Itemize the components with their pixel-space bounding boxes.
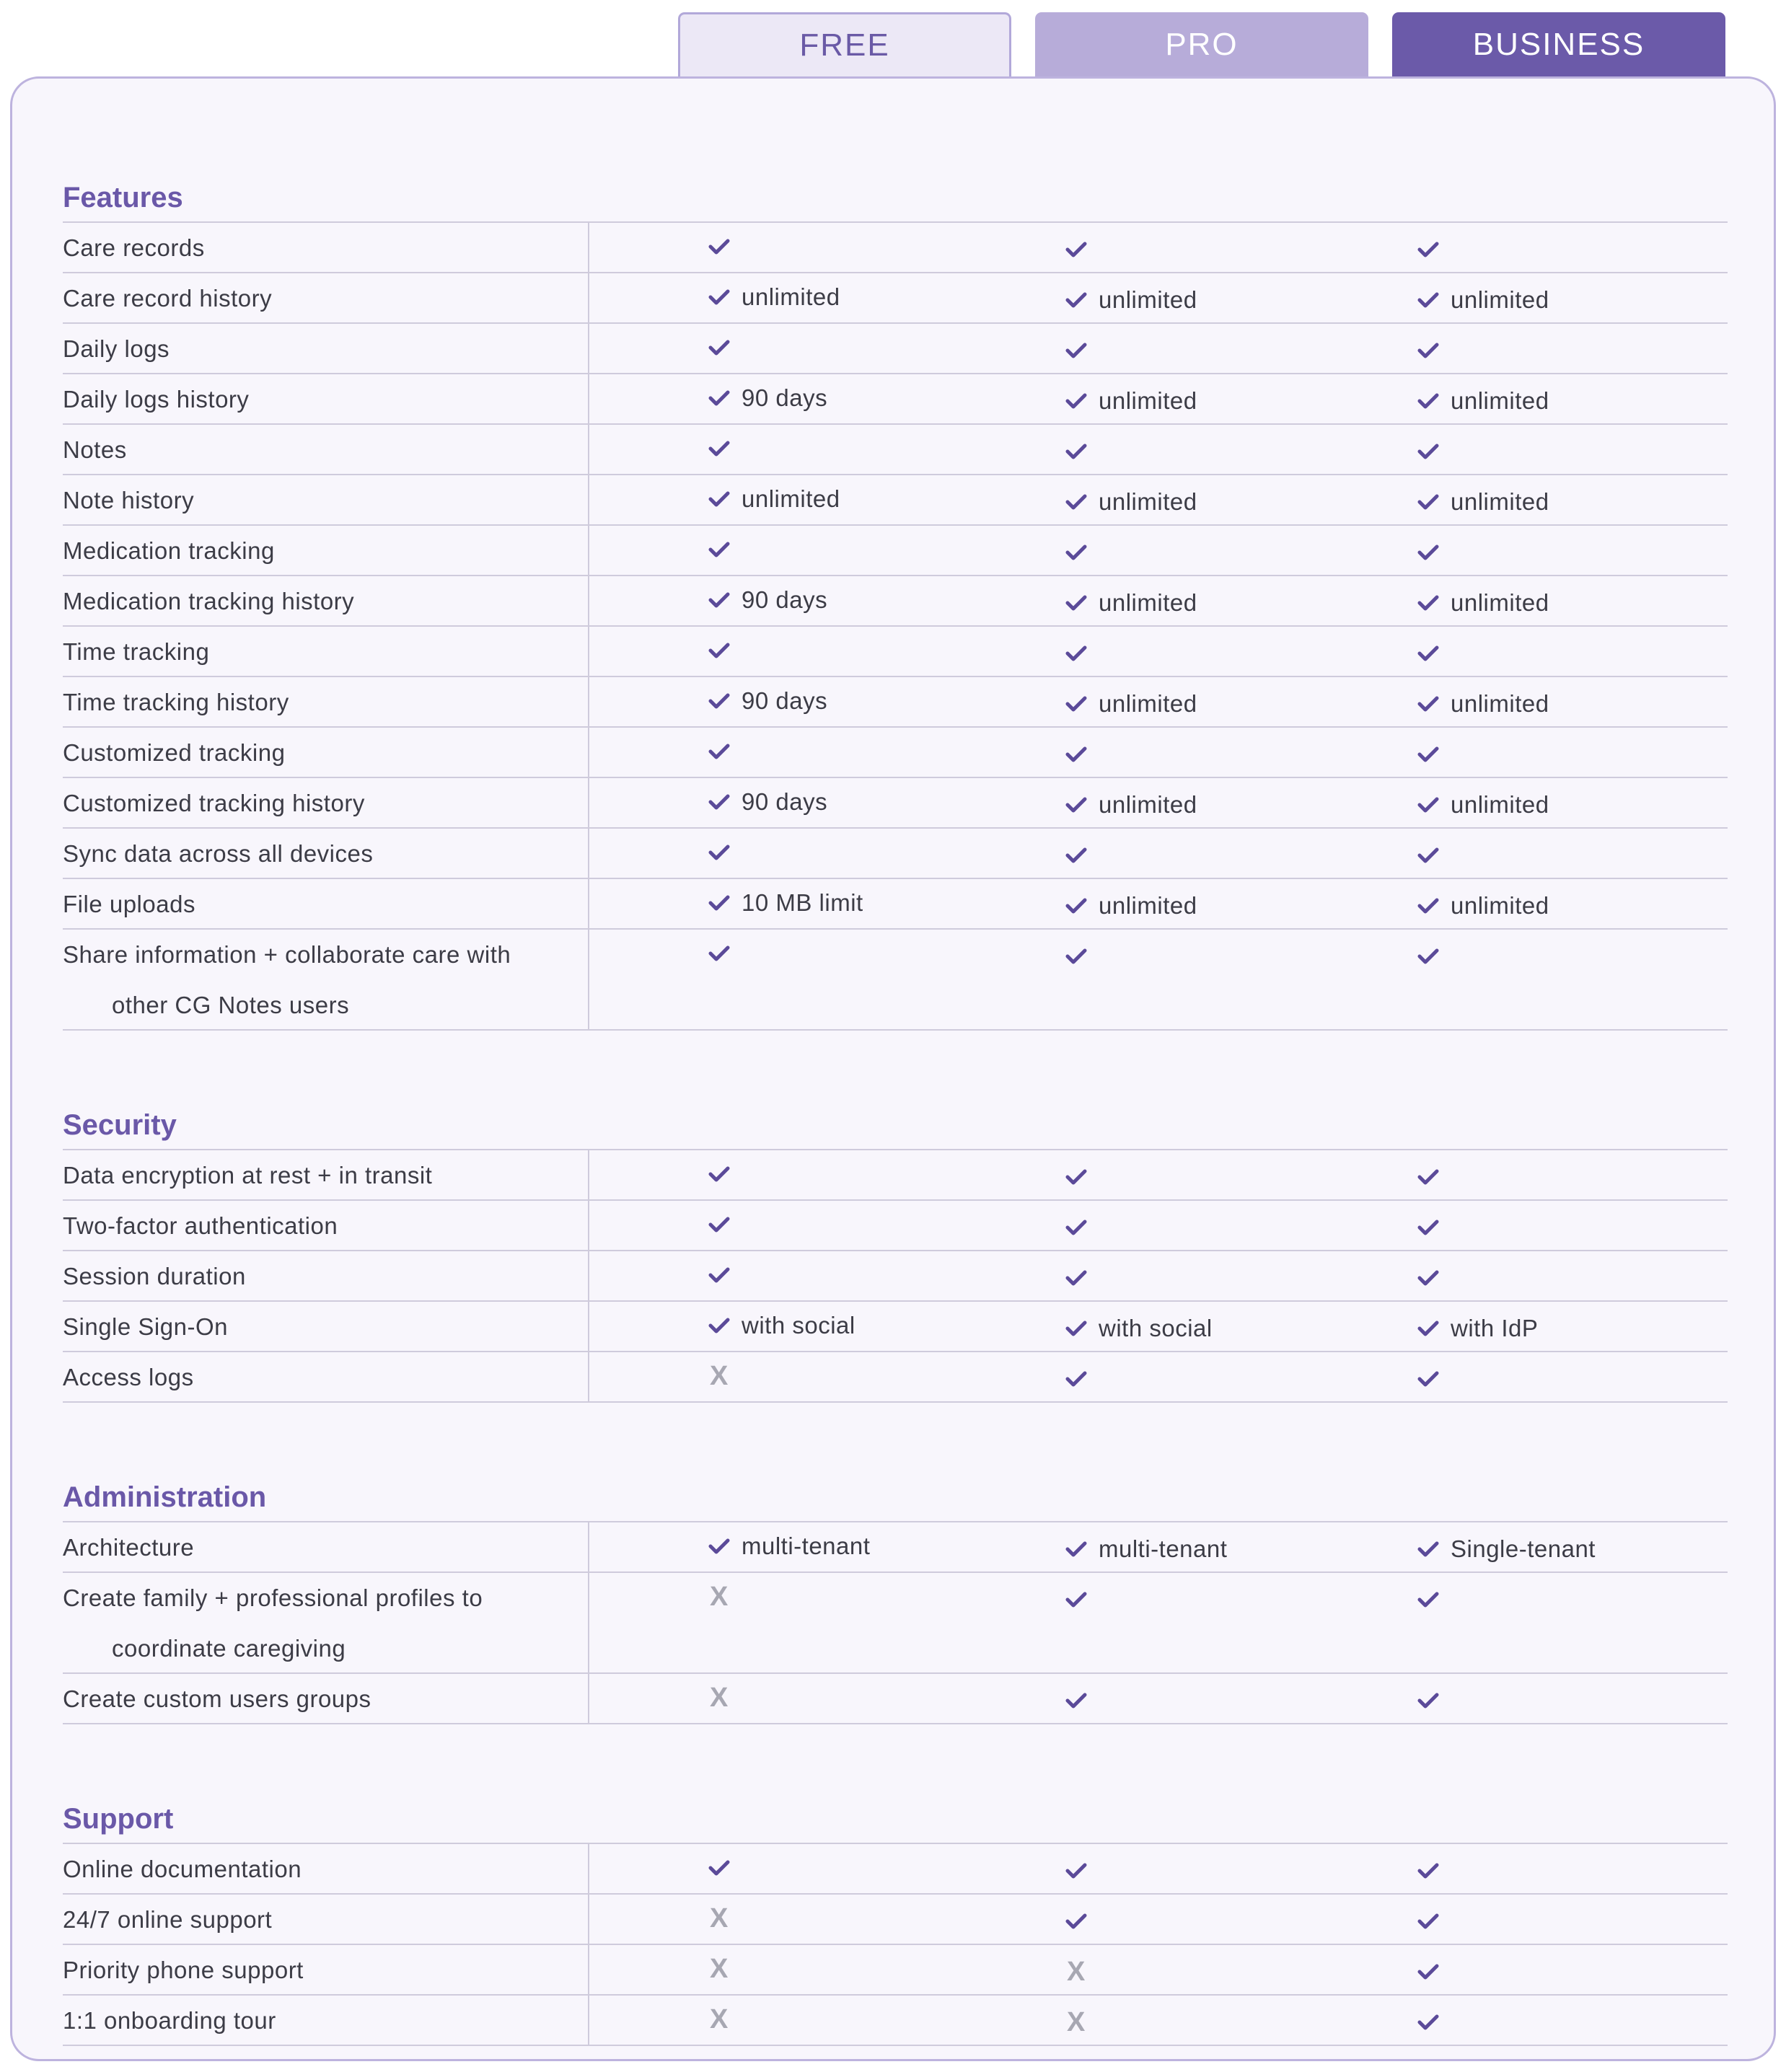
- plan-cell-business: [1305, 576, 1728, 625]
- check-icon: [1417, 847, 1439, 864]
- check-icon: [1417, 342, 1439, 359]
- check-icon: [708, 339, 730, 356]
- plan-note: unlimited: [742, 283, 840, 310]
- plan-note: unlimited: [1451, 690, 1549, 717]
- plan-cell-pro: [947, 829, 1305, 878]
- check-icon: [708, 288, 730, 306]
- plan-cell-business: [1305, 425, 1728, 474]
- plan-note: multi-tenant: [1099, 1535, 1228, 1562]
- feature-label: [63, 324, 589, 373]
- plan-cell-business: [1305, 1844, 1728, 1893]
- tab-pro[interactable]: PRO: [1035, 12, 1368, 76]
- feature-label-line: Access logs: [63, 1364, 194, 1390]
- check-icon: [708, 743, 730, 760]
- plan-note: 90 days: [742, 586, 828, 613]
- feature-label-line: Daily logs: [63, 335, 170, 362]
- check-icon: [1417, 1370, 1439, 1388]
- plan-cell-pro: [947, 1674, 1305, 1723]
- check-icon: [1417, 645, 1439, 662]
- feature-label: [63, 223, 589, 272]
- check-icon: [1065, 948, 1087, 965]
- check-icon: [1065, 847, 1087, 864]
- tab-business[interactable]: BUSINESS: [1392, 12, 1725, 76]
- feature-label-line: Architecture: [63, 1534, 195, 1561]
- cross-icon: X: [710, 1361, 729, 1391]
- section-administration: [63, 1447, 1728, 1724]
- table-row: [63, 223, 1728, 273]
- table-row: [63, 879, 1728, 930]
- plan-cell-free: [589, 829, 947, 878]
- check-icon: [1065, 594, 1087, 612]
- table-row: [63, 1844, 1728, 1895]
- plan-cell-free: [589, 677, 947, 726]
- cross-icon: X: [710, 1683, 729, 1713]
- table-row: [63, 829, 1728, 879]
- section-support: [63, 1769, 1728, 2046]
- check-icon: [1417, 1862, 1439, 1879]
- check-icon: [708, 1317, 730, 1334]
- feature-label: [63, 1251, 589, 1300]
- check-icon: [1065, 1219, 1087, 1236]
- plan-cell-business: [1305, 1302, 1728, 1351]
- plan-cell-business: [1305, 324, 1728, 373]
- cross-icon: X: [1067, 1957, 1086, 1987]
- plan-cell-business: [1305, 1895, 1728, 1944]
- plan-cell-business: [1305, 728, 1728, 777]
- table-row: [63, 1201, 1728, 1251]
- plan-cell-pro: [947, 1996, 1305, 2045]
- check-icon: [1065, 1862, 1087, 1879]
- check-icon: [1065, 342, 1087, 359]
- feature-label: [63, 1895, 589, 1944]
- plan-cell-pro: [947, 677, 1305, 726]
- table-row: [63, 324, 1728, 374]
- plan-note: unlimited: [1099, 892, 1197, 919]
- feature-label-line: Note history: [63, 487, 195, 513]
- plan-note: unlimited: [1451, 387, 1549, 414]
- plan-cell-free: [589, 879, 947, 928]
- feature-label-line: Daily logs history: [63, 386, 250, 413]
- feature-label-line: Notes: [63, 436, 127, 463]
- feature-label: [63, 879, 589, 928]
- feature-label-line: Medication tracking: [63, 537, 275, 564]
- table-row: [63, 1996, 1728, 2046]
- table-row: [63, 576, 1728, 627]
- feature-label-line: 24/7 online support: [63, 1906, 273, 1933]
- feature-label: [63, 627, 589, 676]
- table-row: [63, 1945, 1728, 1996]
- feature-label-line: coordinate caregiving: [112, 1635, 346, 1662]
- table-row: [63, 1573, 1728, 1674]
- table-row: [63, 728, 1728, 778]
- plan-cell-business: [1305, 1674, 1728, 1723]
- check-icon: [1417, 1540, 1439, 1558]
- plan-note: Single-tenant: [1451, 1535, 1596, 1562]
- check-icon: [1417, 392, 1439, 410]
- feature-label: [63, 1573, 589, 1672]
- plan-note: unlimited: [1099, 589, 1197, 616]
- plan-cell-pro: [947, 1573, 1305, 1672]
- check-icon: [708, 642, 730, 659]
- plan-cell-pro: [947, 223, 1305, 272]
- feature-label: [63, 425, 589, 474]
- check-icon: [1065, 746, 1087, 763]
- plan-cell-business: [1305, 1522, 1728, 1571]
- check-icon: [708, 945, 730, 962]
- plan-cell-business: [1305, 778, 1728, 827]
- section-title: Administration: [63, 1447, 1728, 1522]
- plan-cell-free: [589, 1522, 947, 1571]
- feature-label-line: 1:1 onboarding tour: [63, 2007, 276, 2034]
- feature-label-line: Sync data across all devices: [63, 840, 374, 867]
- plan-cell-free: [589, 1844, 947, 1893]
- check-icon: [1417, 544, 1439, 561]
- comparison-table: [63, 148, 1728, 2046]
- plan-cell-pro: [947, 1522, 1305, 1571]
- feature-label-line: Create family + professional profiles to: [63, 1584, 483, 1611]
- plan-cell-free: [589, 1302, 947, 1351]
- table-row: [63, 526, 1728, 576]
- table-row: [63, 1895, 1728, 1945]
- check-icon: [1417, 1913, 1439, 1930]
- check-icon: [1417, 1963, 1439, 1980]
- check-icon: [1065, 241, 1087, 258]
- feature-label: [63, 1996, 589, 2045]
- table-row: [63, 425, 1728, 475]
- check-icon: [1065, 1692, 1087, 1709]
- plan-cell-free: [589, 1996, 947, 2045]
- check-icon: [1417, 2014, 1439, 2031]
- plan-note: 90 days: [742, 788, 828, 815]
- check-icon: [1417, 241, 1439, 258]
- plan-note: unlimited: [1451, 791, 1549, 818]
- cross-icon: X: [710, 1954, 729, 1984]
- comparison-panel: [10, 76, 1776, 2061]
- plan-cell-pro: [947, 576, 1305, 625]
- plan-cell-pro: [947, 728, 1305, 777]
- feature-label: [63, 576, 589, 625]
- plan-cell-free: [589, 374, 947, 423]
- plan-note: unlimited: [742, 485, 840, 512]
- table-row: [63, 1302, 1728, 1352]
- check-icon: [1065, 645, 1087, 662]
- check-icon: [1417, 695, 1439, 713]
- check-icon: [1417, 796, 1439, 814]
- cross-icon: X: [710, 1582, 729, 1612]
- check-icon: [1065, 796, 1087, 814]
- plan-note: unlimited: [1451, 286, 1549, 313]
- plan-note: unlimited: [1099, 488, 1197, 515]
- feature-label-line: Customized tracking: [63, 739, 286, 766]
- feature-label: [63, 1302, 589, 1351]
- check-icon: [708, 1165, 730, 1183]
- plan-cell-pro: [947, 273, 1305, 322]
- plan-cell-business: [1305, 1573, 1728, 1672]
- feature-label: [63, 1674, 589, 1723]
- plan-cell-pro: [947, 879, 1305, 928]
- plan-note: 90 days: [742, 687, 828, 714]
- feature-label-line: Customized tracking history: [63, 790, 365, 816]
- plan-cell-pro: [947, 778, 1305, 827]
- plan-cell-business: [1305, 1251, 1728, 1300]
- feature-label-line: Single Sign-On: [63, 1313, 228, 1340]
- plan-cell-free: [589, 728, 947, 777]
- check-icon: [1065, 392, 1087, 410]
- feature-label: [63, 778, 589, 827]
- table-row: [63, 1674, 1728, 1724]
- table-row: [63, 627, 1728, 677]
- plan-note: 90 days: [742, 384, 828, 411]
- check-icon: [1417, 1591, 1439, 1608]
- feature-label: [63, 526, 589, 575]
- plan-note: unlimited: [1099, 791, 1197, 818]
- plan-cell-free: [589, 425, 947, 474]
- plan-note: unlimited: [1099, 690, 1197, 717]
- table-row: [63, 475, 1728, 526]
- plan-note: with social: [1099, 1315, 1213, 1341]
- plan-cell-free: [589, 1895, 947, 1944]
- feature-label-line: other CG Notes users: [112, 992, 350, 1018]
- section-title: Security: [63, 1075, 1728, 1150]
- check-icon: [708, 1216, 730, 1233]
- table-row: [63, 374, 1728, 425]
- plan-note: with social: [742, 1312, 855, 1339]
- check-icon: [708, 894, 730, 912]
- plan-cell-free: [589, 223, 947, 272]
- cross-icon: X: [710, 2004, 729, 2034]
- check-icon: [708, 1538, 730, 1555]
- table-row: [63, 677, 1728, 728]
- feature-label: [63, 829, 589, 878]
- check-icon: [1417, 746, 1439, 763]
- cross-icon: X: [710, 1903, 729, 1934]
- check-icon: [1065, 897, 1087, 914]
- check-icon: [1417, 1219, 1439, 1236]
- feature-label-line: Session duration: [63, 1263, 246, 1290]
- feature-label-line: Time tracking history: [63, 689, 289, 715]
- plan-cell-pro: [947, 1945, 1305, 1994]
- plan-cell-free: [589, 526, 947, 575]
- plan-cell-free: [589, 273, 947, 322]
- feature-label: [63, 1522, 589, 1571]
- table-row: [63, 1352, 1728, 1403]
- check-icon: [1065, 1591, 1087, 1608]
- check-icon: [1417, 948, 1439, 965]
- plan-cell-business: [1305, 273, 1728, 322]
- plan-cell-business: [1305, 1201, 1728, 1250]
- feature-label: [63, 1201, 589, 1250]
- table-row: [63, 930, 1728, 1031]
- plan-cell-business: [1305, 374, 1728, 423]
- plan-cell-business: [1305, 627, 1728, 676]
- check-icon: [708, 238, 730, 255]
- plan-note: with IdP: [1451, 1315, 1539, 1341]
- check-icon: [1417, 897, 1439, 914]
- plan-cell-business: [1305, 879, 1728, 928]
- plan-cell-pro: [947, 324, 1305, 373]
- check-icon: [708, 1266, 730, 1284]
- plan-note: multi-tenant: [742, 1533, 871, 1559]
- plan-cell-business: [1305, 1996, 1728, 2045]
- table-row: [63, 1150, 1728, 1201]
- plan-cell-pro: [947, 1302, 1305, 1351]
- check-icon: [1065, 1168, 1087, 1186]
- plan-cell-business: [1305, 1352, 1728, 1401]
- plan-cell-business: [1305, 1945, 1728, 1994]
- check-icon: [1065, 544, 1087, 561]
- plan-cell-pro: [947, 374, 1305, 423]
- feature-label-line: Online documentation: [63, 1856, 302, 1882]
- feature-label-line: Data encryption at rest + in transit: [63, 1162, 433, 1189]
- section-security: [63, 1075, 1728, 1403]
- plan-cell-free: [589, 324, 947, 373]
- check-icon: [1417, 443, 1439, 460]
- check-icon: [708, 591, 730, 609]
- plan-cell-free: [589, 1251, 947, 1300]
- check-icon: [708, 793, 730, 811]
- plan-cell-business: [1305, 223, 1728, 272]
- plan-cell-business: [1305, 475, 1728, 524]
- feature-label-line: Create custom users groups: [63, 1685, 371, 1712]
- plan-cell-free: [589, 1674, 947, 1723]
- plan-cell-pro: [947, 1201, 1305, 1250]
- table-row: [63, 778, 1728, 829]
- feature-label-line: File uploads: [63, 891, 195, 917]
- plan-cell-free: [589, 1352, 947, 1401]
- plan-cell-pro: [947, 930, 1305, 1029]
- check-icon: [1417, 1269, 1439, 1287]
- section-features: [63, 148, 1728, 1031]
- feature-label-line: Care records: [63, 234, 205, 261]
- plan-cell-pro: [947, 1150, 1305, 1199]
- check-icon: [1065, 443, 1087, 460]
- table-row: [63, 1522, 1728, 1573]
- plan-cell-business: [1305, 1150, 1728, 1199]
- feature-label: [63, 1150, 589, 1199]
- check-icon: [708, 490, 730, 508]
- feature-label: [63, 273, 589, 322]
- check-icon: [1065, 1540, 1087, 1558]
- plan-cell-pro: [947, 1251, 1305, 1300]
- check-icon: [1417, 291, 1439, 309]
- plan-cell-business: [1305, 526, 1728, 575]
- check-icon: [1065, 493, 1087, 511]
- check-icon: [708, 692, 730, 710]
- check-icon: [1065, 1320, 1087, 1337]
- check-icon: [1065, 1269, 1087, 1287]
- plan-cell-pro: [947, 1895, 1305, 1944]
- plan-cell-pro: [947, 1352, 1305, 1401]
- plan-cell-business: [1305, 930, 1728, 1029]
- check-icon: [708, 844, 730, 861]
- plan-cell-free: [589, 576, 947, 625]
- feature-label-line: Care record history: [63, 285, 273, 312]
- feature-label: [63, 475, 589, 524]
- plan-cell-pro: [947, 627, 1305, 676]
- plan-note: unlimited: [1451, 488, 1549, 515]
- plan-cell-pro: [947, 475, 1305, 524]
- plan-cell-free: [589, 1201, 947, 1250]
- check-icon: [1065, 1370, 1087, 1388]
- plan-cell-free: [589, 778, 947, 827]
- plan-cell-free: [589, 475, 947, 524]
- section-title: Features: [63, 148, 1728, 223]
- check-icon: [1417, 1692, 1439, 1709]
- plan-cell-free: [589, 627, 947, 676]
- cross-icon: X: [1067, 2007, 1086, 2037]
- plan-cell-business: [1305, 829, 1728, 878]
- check-icon: [1417, 1168, 1439, 1186]
- plan-cell-pro: [947, 1844, 1305, 1893]
- feature-label-line: Medication tracking history: [63, 588, 355, 614]
- check-icon: [1065, 695, 1087, 713]
- plan-cell-free: [589, 1573, 947, 1672]
- feature-label: [63, 677, 589, 726]
- feature-label-line: Time tracking: [63, 638, 210, 665]
- check-icon: [1417, 493, 1439, 511]
- tab-free[interactable]: FREE: [678, 12, 1011, 76]
- plan-cell-pro: [947, 425, 1305, 474]
- feature-label-line: Share information + collaborate care with: [63, 941, 511, 968]
- plan-cell-business: [1305, 677, 1728, 726]
- feature-label: [63, 1352, 589, 1401]
- feature-label: [63, 1844, 589, 1893]
- check-icon: [1417, 1320, 1439, 1337]
- plan-note: unlimited: [1099, 387, 1197, 414]
- check-icon: [708, 1859, 730, 1877]
- feature-label: [63, 728, 589, 777]
- plan-note: unlimited: [1451, 589, 1549, 616]
- table-row: [63, 273, 1728, 324]
- check-icon: [1065, 291, 1087, 309]
- check-icon: [708, 440, 730, 457]
- check-icon: [1417, 594, 1439, 612]
- feature-label-line: Two-factor authentication: [63, 1212, 338, 1239]
- check-icon: [1065, 1913, 1087, 1930]
- check-icon: [708, 389, 730, 407]
- feature-label: [63, 930, 589, 1029]
- plan-cell-pro: [947, 526, 1305, 575]
- check-icon: [708, 541, 730, 558]
- feature-label: [63, 1945, 589, 1994]
- plan-cell-free: [589, 930, 947, 1029]
- feature-label: [63, 374, 589, 423]
- plan-cell-free: [589, 1945, 947, 1994]
- plan-cell-free: [589, 1150, 947, 1199]
- feature-label-line: Priority phone support: [63, 1957, 304, 1983]
- section-title: Support: [63, 1769, 1728, 1844]
- plan-note: 10 MB limit: [742, 889, 863, 916]
- plan-note: unlimited: [1451, 892, 1549, 919]
- plan-note: unlimited: [1099, 286, 1197, 313]
- table-row: [63, 1251, 1728, 1302]
